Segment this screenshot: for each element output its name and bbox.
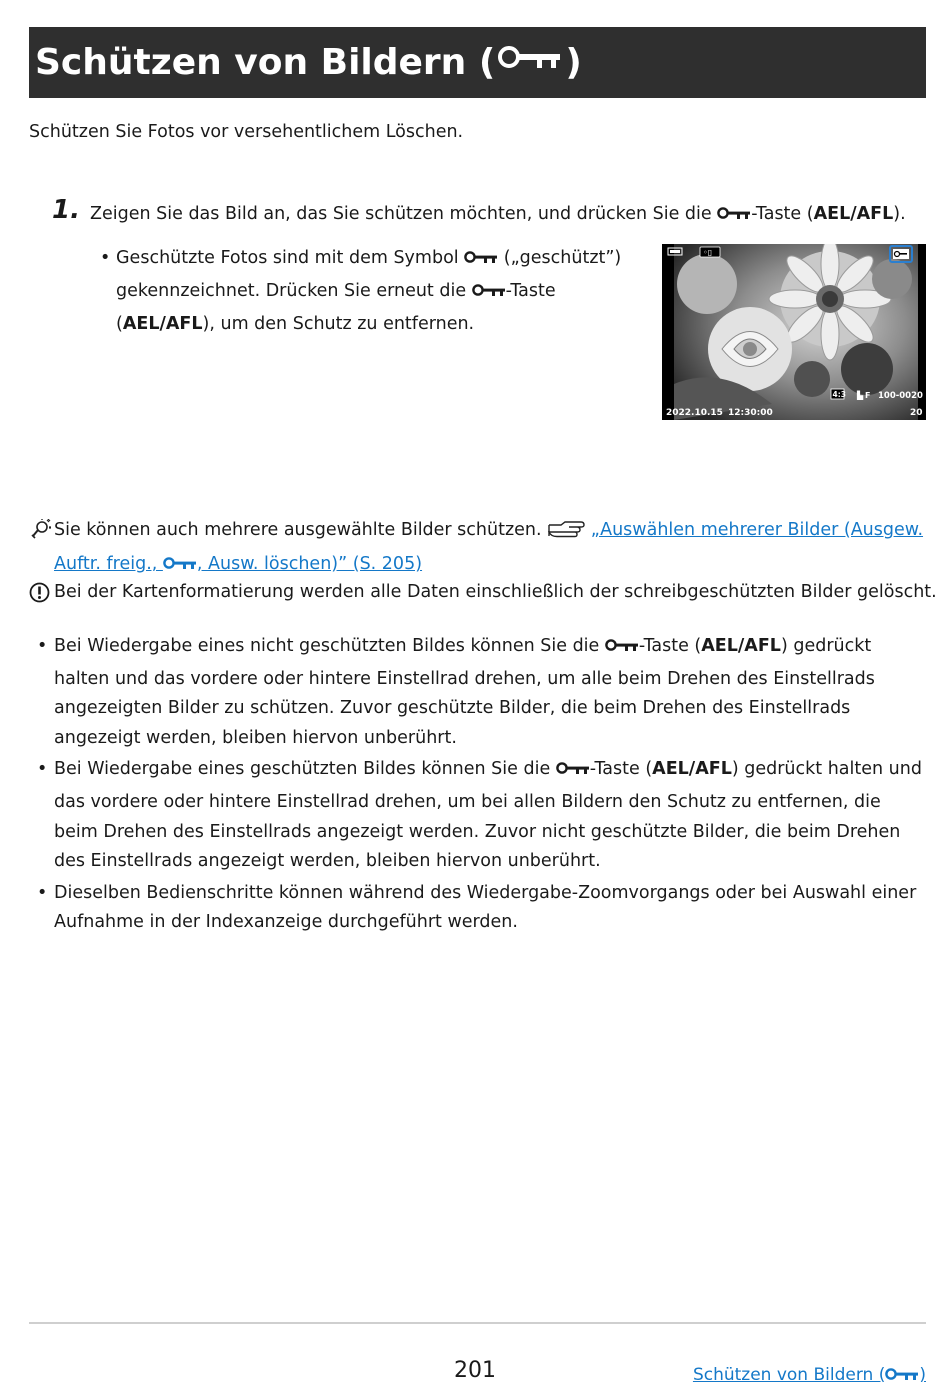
- protect-key-icon: [885, 1367, 919, 1388]
- page-title-close: ): [565, 42, 582, 83]
- hint-text: [54, 515, 924, 583]
- step-1-text-b: -Taste (: [751, 204, 814, 224]
- step-1-bullet-d: ), um den Schutz zu entfernen.: [202, 314, 475, 334]
- button-name: AEL/AFL: [701, 636, 781, 656]
- bullet-dot: •: [37, 882, 48, 903]
- bullet-dot: •: [37, 759, 48, 780]
- list-item-text-a: Dieselben Bedienschritte können während des Wiedergabe-Zoomvorgangs oder bei Auswahl einer Aufnahme in der Indexanzeige durchgeführt werden.: [54, 882, 917, 933]
- hint-lightbulb-icon: [29, 519, 51, 552]
- list-item-text-c: ) gedrückt halten und das vordere oder hintere Einstellrad drehen, um bei allen Bildern den Schutz zu entfernen, die beim Drehen des Einstellrads angezeigt werden. Zuvor nicht geschützte Bilder, die beim Drehen des Einstellrads angezeigt werden, bleiben hiervon unberührt.: [54, 759, 922, 872]
- button-name: AEL/AFL: [813, 204, 894, 224]
- step-1-bullet-b: („geschützt”) gekennzeichnet. Drücken Sie erneut die: [116, 248, 622, 301]
- step-1-bullet-c: -Taste (: [116, 281, 556, 334]
- time-text: 12:30:00: [728, 408, 773, 418]
- list-item-text-c: ) gedrückt halten und das vordere oder hintere Einstellrad drehen, um alle beim Drehen des Einstellrads angezeigten Bilder zu schützen. Zuvor geschützte Bilder, die beim Drehen des Einstellrads angezeigt werden, bleiben hiervon unberührt.: [54, 636, 875, 748]
- footer-link-close: ): [919, 1365, 926, 1385]
- file-number: 100-0020: [878, 391, 923, 401]
- camera-screen-graphic: [662, 244, 926, 420]
- quality-text: F: [865, 391, 871, 400]
- bullet-dot: •: [37, 636, 48, 656]
- reference-hand-icon: [547, 518, 585, 549]
- camera-playback-screen: [662, 244, 926, 420]
- footer-link-text: Schützen von Bildern (: [692, 1365, 886, 1385]
- hint-text-main: Sie können auch mehrere ausgewählte Bilder schützen.: [54, 520, 548, 540]
- list-item-text-a: Bei Wiedergabe eines geschützten Bildes können Sie die: [54, 759, 556, 780]
- protect-key-icon: [497, 42, 563, 83]
- page-number: 201: [454, 1358, 496, 1383]
- step-number: 1.: [52, 195, 80, 225]
- step-1-text: [90, 204, 906, 227]
- protect-key-icon: [556, 758, 590, 788]
- protect-key-icon: [464, 246, 498, 276]
- link-text-a: „Auswählen mehrerer Bilder (Ausgew. Auftr. freig.,: [54, 520, 924, 574]
- step-1-text-c: ).: [893, 204, 906, 224]
- protect-key-icon: [605, 635, 639, 665]
- protect-key-icon: [717, 206, 751, 227]
- list-item-text-a: Bei Wiedergabe eines nicht geschützten Bildes können Sie die: [54, 636, 605, 656]
- link-text-b: , Ausw. löschen)” (S. 205): [196, 554, 423, 574]
- step-1-bullet-a: Geschützte Fotos sind mit dem Symbol: [116, 248, 465, 268]
- page-title: [29, 27, 926, 98]
- page-title-text: Schützen von Bildern (: [35, 42, 496, 83]
- svg-text:◦▯: ◦▯: [703, 248, 713, 257]
- list-item: [29, 879, 929, 938]
- bullet-dot: •: [100, 248, 111, 268]
- button-name: AEL/AFL: [652, 759, 732, 780]
- quality-large-icon: ▙: [857, 391, 864, 400]
- caution-icon: [29, 582, 50, 613]
- step-1-text-a: Zeigen Sie das Bild an, das Sie schützen möchten, und drücken Sie die: [90, 204, 718, 224]
- notes-list: [29, 632, 929, 940]
- list-item: [29, 755, 929, 876]
- step-1-bullet-text: [116, 243, 626, 339]
- frame-number: 20: [910, 408, 923, 418]
- footer-section-link[interactable]: [693, 1365, 926, 1388]
- caution-text: Bei der Kartenformatierung werden alle Daten einschließlich der schreibgeschützten Bilder gelöscht.: [54, 582, 937, 602]
- footer-divider: [29, 1322, 926, 1324]
- date-text: 2022.10.15: [666, 408, 723, 418]
- button-name: AEL/AFL: [122, 314, 203, 334]
- list-item: [29, 632, 929, 753]
- intro-text: Schützen Sie Fotos vor versehentlichem Löschen.: [29, 122, 464, 142]
- aspect-ratio-text: 4:3: [832, 390, 846, 399]
- protect-key-icon: [472, 279, 506, 309]
- list-item-text-b: -Taste (: [638, 636, 702, 656]
- list-item-text-b: -Taste (: [589, 759, 653, 780]
